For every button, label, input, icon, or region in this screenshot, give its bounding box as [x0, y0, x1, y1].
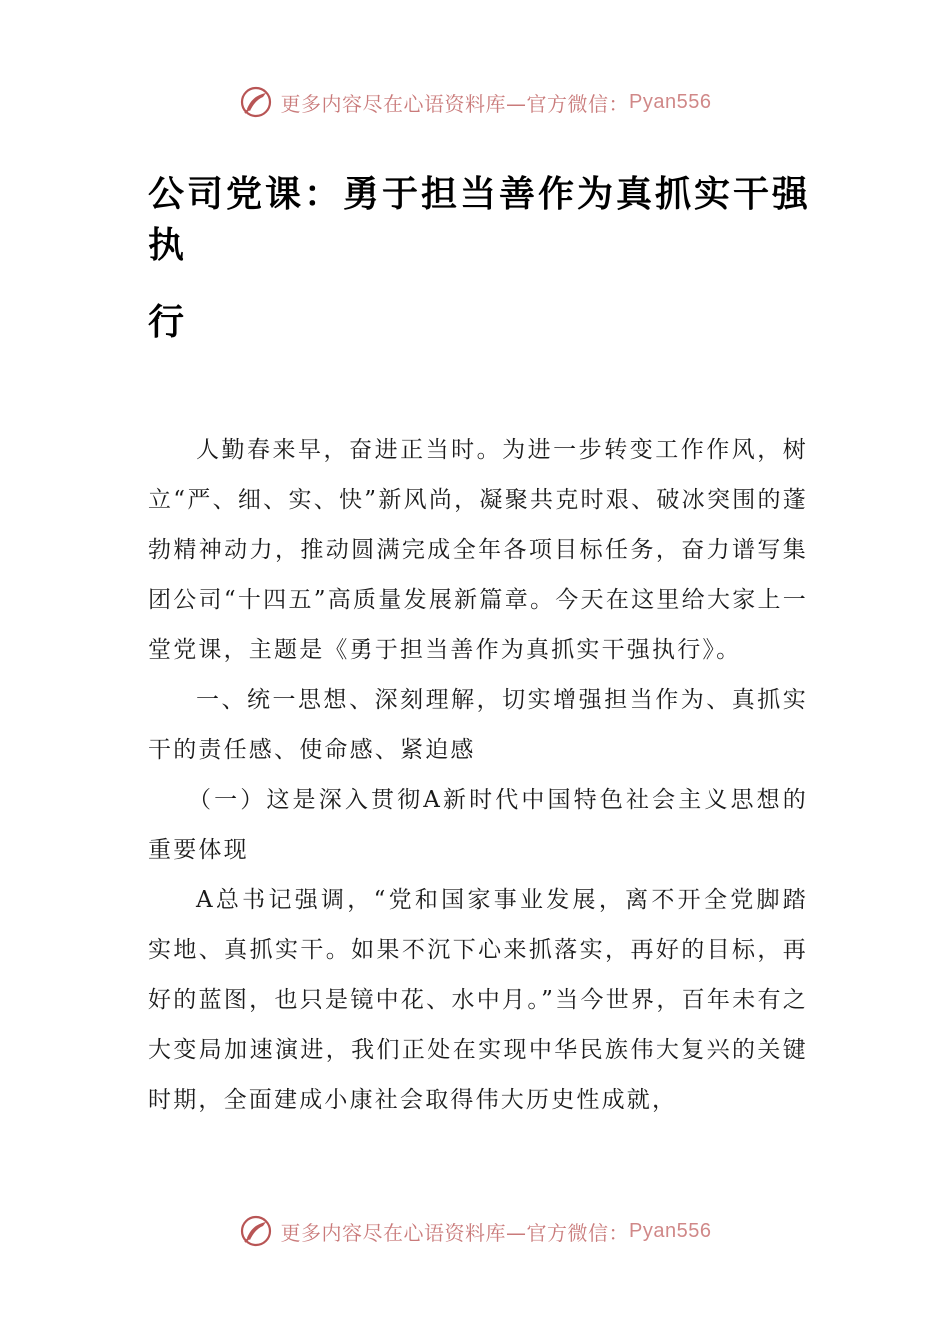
header-watermark-banner	[0, 82, 950, 122]
subsection-heading-1: （一）这是深入贯彻A新时代中国特色社会主义思想的重要体现	[148, 787, 808, 863]
pen-signature-icon	[239, 1214, 273, 1248]
body-paragraph-quote: A总书记强调，“党和国家事业发展，离不开全党脚踏实地、真抓实干。如果不沉下心来抓落实，再好的目标，再好的蓝图，也只是镜中花、水中月。”当今世界，百年未有之大变局加速演进，我们正处在实现中华民族伟大复兴的关键时期，全面建成小康社会取得伟大历史性成就，	[148, 887, 808, 1113]
footer-watermark-banner	[0, 1211, 950, 1251]
banner-wechat-id: Pyan556	[629, 1219, 712, 1242]
section-heading-1: 一、统一思想、深刻理解，切实增强担当作为、真抓实干的责任感、使命感、紧迫感	[148, 687, 808, 763]
body-paragraph-intro: 人勤春来早，奋进正当时。为进一步转变工作作风，树立“严、细、实、快”新风尚，凝聚共克时艰、破冰突围的蓬勃精神动力，推动圆满完成全年各项目标任务，奋力谱写集团公司“十四五”高质量发展新篇章。今天在这里给大家上一堂党课，主题是《勇于担当善作为真抓实干强执行》。	[148, 437, 808, 663]
pen-signature-icon	[239, 85, 273, 119]
banner-text: 更多内容尽在心语资料库—官方微信：	[280, 91, 630, 116]
document-body	[148, 425, 808, 1125]
document-title-line-1: 公司党课：勇于担当善作为真抓实干强执	[148, 173, 812, 266]
banner-wechat-id: Pyan556	[629, 90, 712, 113]
document-title-line-2: 行	[148, 301, 188, 343]
banner-text: 更多内容尽在心语资料库—官方微信：	[280, 1220, 630, 1245]
